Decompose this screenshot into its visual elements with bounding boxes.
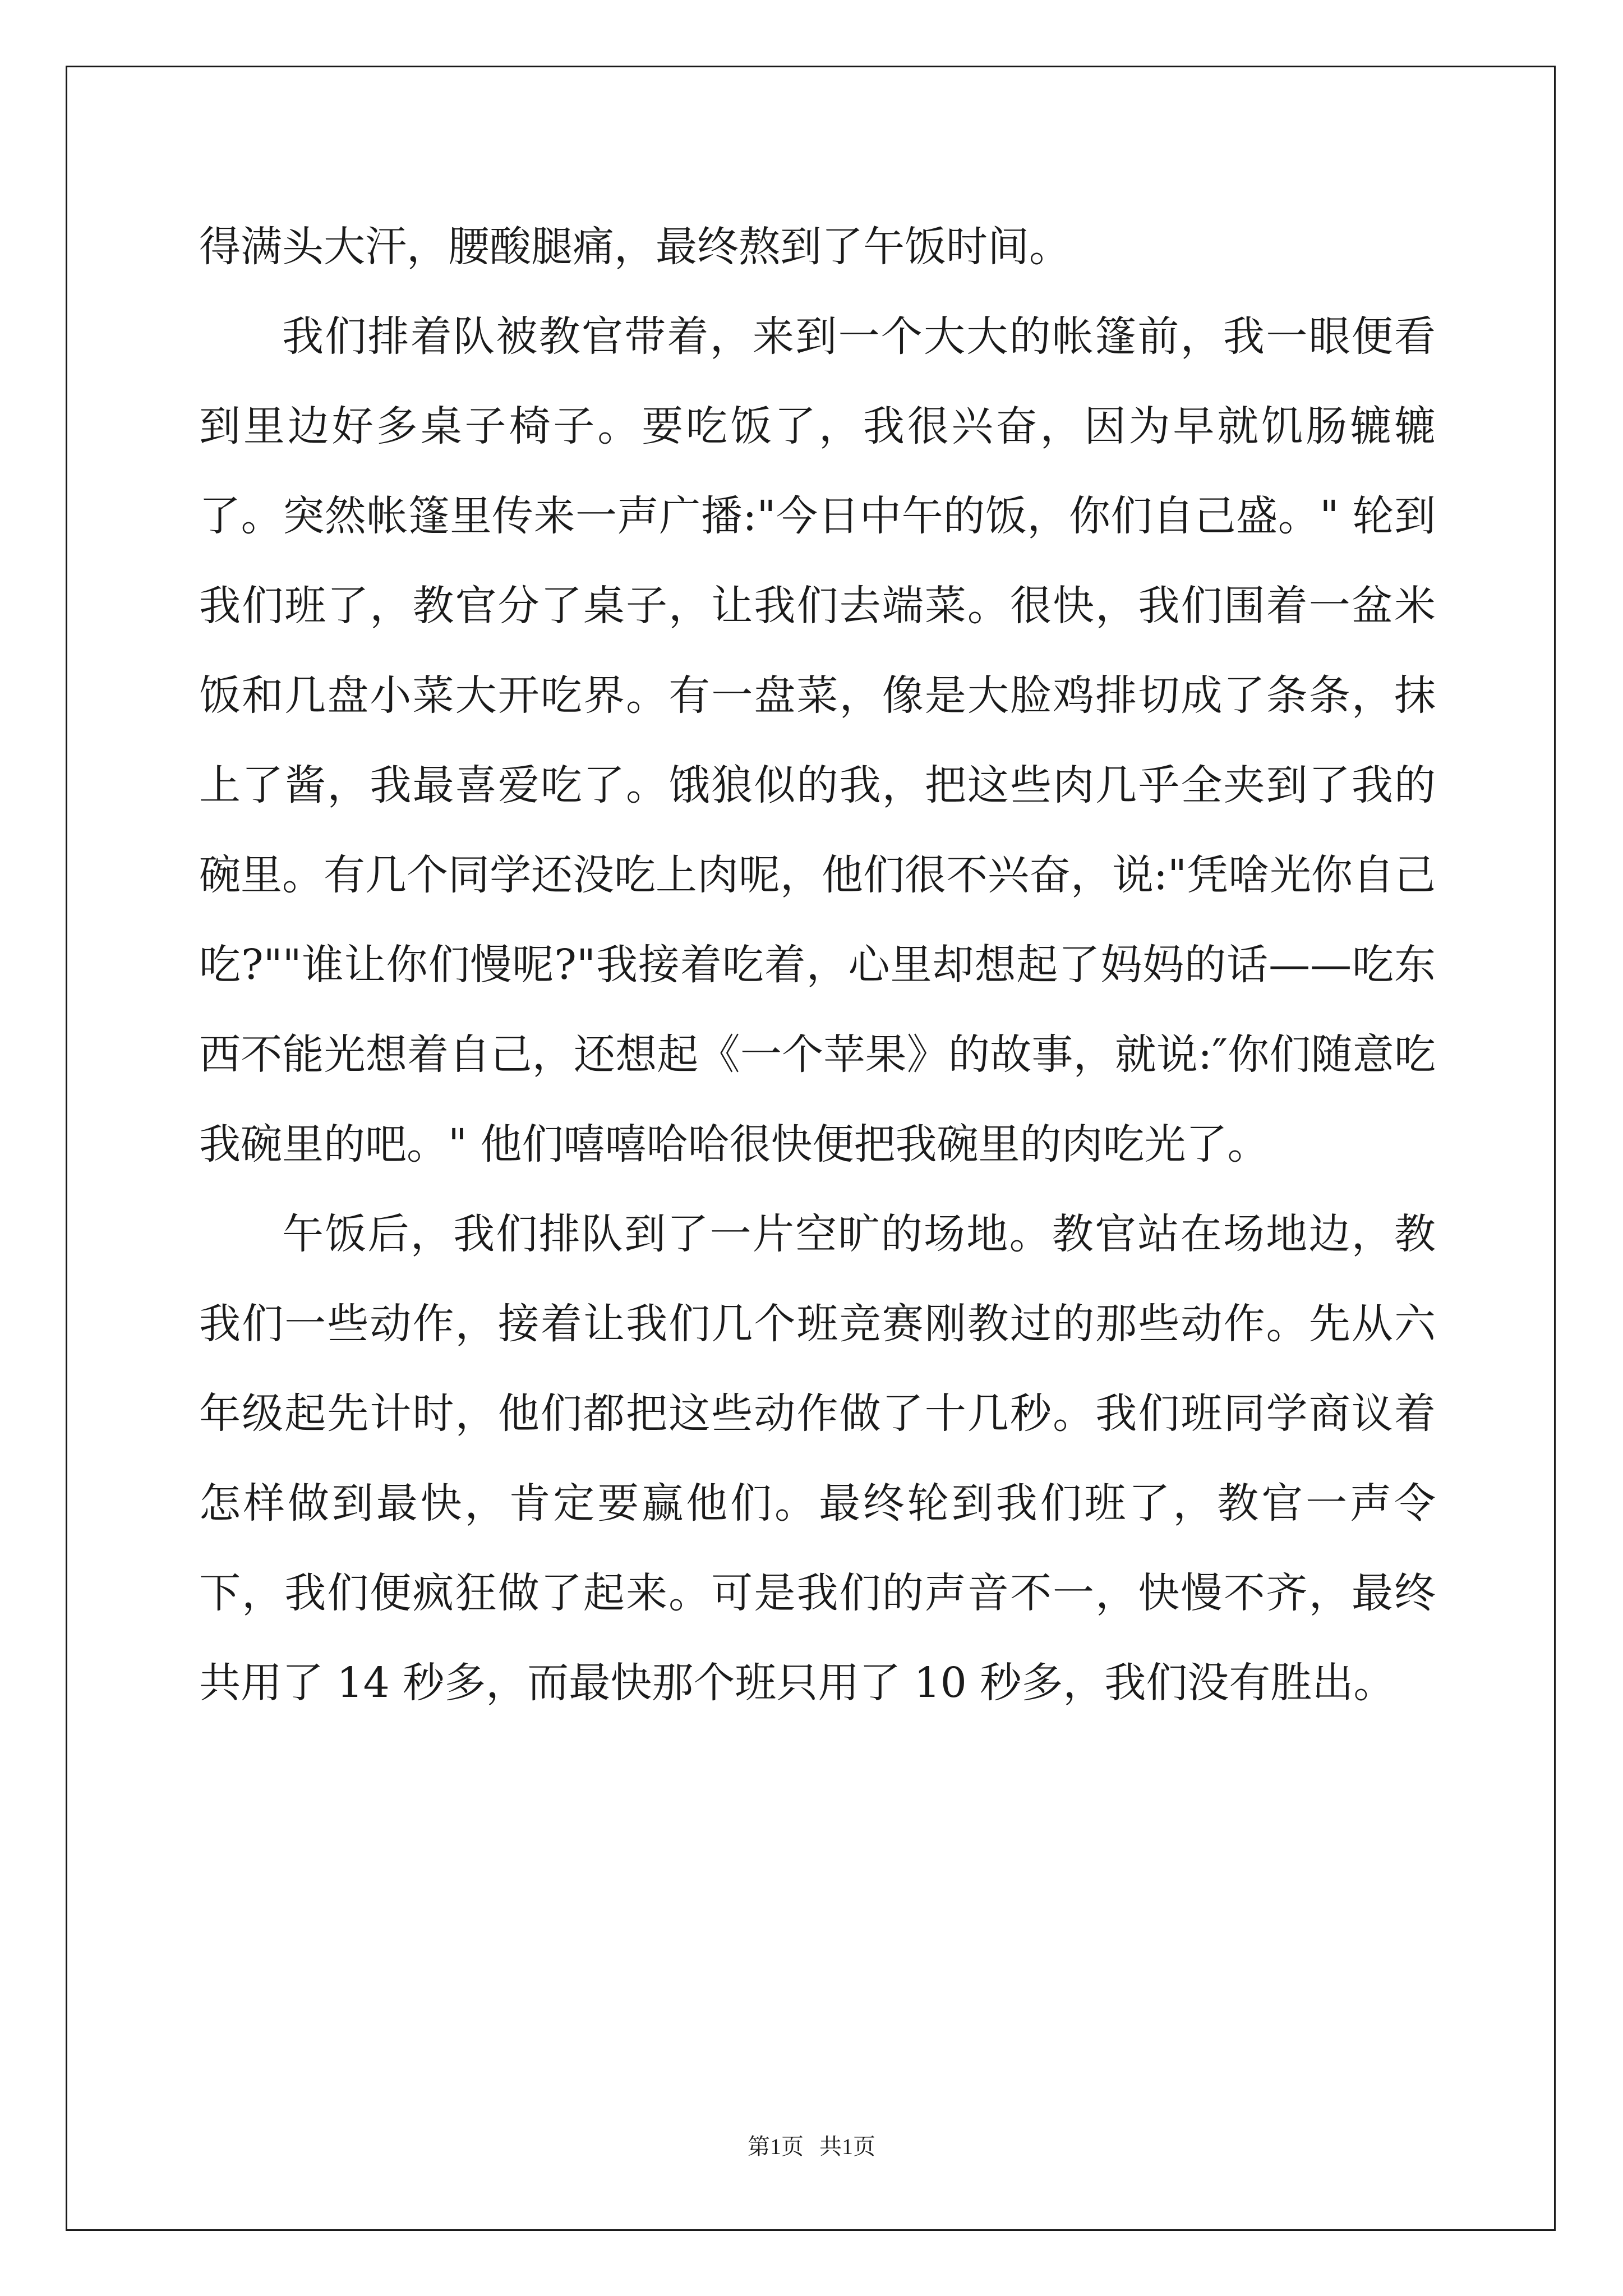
paragraph-1: 得满头大汗，腰酸腿痛，最终熬到了午饭时间。 bbox=[199, 223, 1071, 271]
page-footer bbox=[0, 2130, 1623, 2164]
paragraph-3: 午饭后，我们排队到了一片空旷的场地。教官站在场地边，教我们一些动作，接着让我们几个班竞赛刚教过的那些动作。先从六年级起先计时，他们都把这些动作做了十几秒。我们班同学商议着怎样做到最快，肯定要赢他们。最终轮到我们班了，教官一声令下，我们便疯狂做了起来。可是我们的声音不一，快慢不齐，最终共用了 14 秒多，而最快那个班只用了 10 秒多，我们没有胜出。 bbox=[199, 1210, 1436, 1707]
page-number-total: 共1页 bbox=[819, 2134, 875, 2159]
document-body bbox=[199, 202, 1436, 1728]
page-number-current: 第1页 bbox=[748, 2134, 804, 2159]
paragraph-2: 我们排着队被教官带着，来到一个大大的帐篷前，我一眼便看到里边好多桌子椅子。要吃饭了，我很兴奋，因为早就饥肠辘辘了。突然帐篷里传来一声广播:"今日中午的饭，你们自己盛。" 轮到我们班了，教官分了桌子，让我们去端菜。很快，我们围着一盆米饭和几盘小菜大开吃界。有一盘菜，像是大脸鸡排切成了条条，抹上了酱，我最喜爱吃了。饿狼似的我，把这些肉几乎全夹到了我的碗里。有几个同学还没吃上肉呢，他们很不兴奋，说:"凭啥光你自己吃?""谁让你们慢呢?"我接着吃着，心里却想起了妈妈的话——吃东西不能光想着自己，还想起《一个苹果》的故事，就说:″你们随意吃我碗里的吧。" 他们嘻嘻哈哈很快便把我碗里的肉吃光了。 bbox=[199, 312, 1436, 1168]
